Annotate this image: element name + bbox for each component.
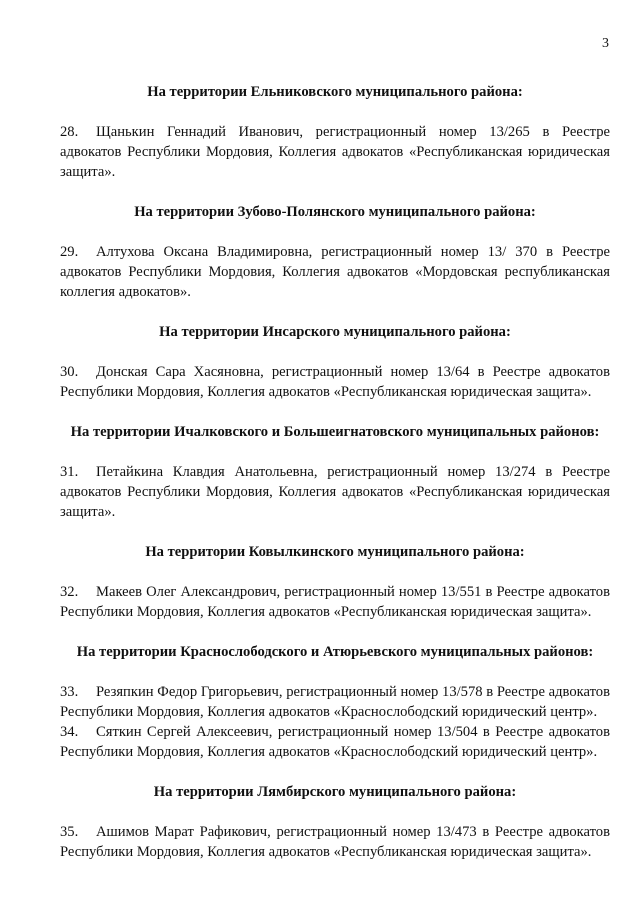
section-title: На территории Ичалковского и Большеигнатовского муниципальных районов: (70, 424, 600, 440)
section-title: На территории Зубово-Полянского муниципального района: (134, 204, 536, 220)
list-item (60, 462, 610, 522)
item-text: Алтухова Оксана Владимировна, регистрационный номер 13/ 370 в Реестре адвокатов Республики Мордовия, Коллегия адвокатов «Мордовская республиканская коллегия адвокатов». (60, 244, 610, 300)
item-number: 35. (60, 824, 79, 840)
list-item (60, 822, 610, 862)
item-text: Ашимов Марат Рафикович, регистрационный номер 13/473 в Реестре адвокатов Республики Мордовия, Коллегия адвокатов «Республиканская юридическая защита». (60, 824, 610, 860)
item-number: 32. (60, 584, 79, 600)
section-title: На территории Ельниковского муниципального района: (147, 84, 523, 100)
list-item (60, 582, 610, 622)
item-number: 28. (60, 124, 79, 140)
item-text: Макеев Олег Александрович, регистрационный номер 13/551 в Реестре адвокатов Республики Мордовия, Коллегия адвокатов «Республиканская юридическая защита». (60, 584, 610, 620)
section-title: На территории Ковылкинского муниципального района: (145, 544, 525, 560)
list-item (60, 722, 610, 762)
item-number: 34. (60, 724, 79, 740)
document-body (60, 83, 610, 862)
item-number: 29. (60, 244, 79, 260)
item-text: Сяткин Сергей Алексеевич, регистрационный номер 13/504 в Реестре адвокатов Республики Мордовия, Коллегия адвокатов «Краснослободский юридический центр». (60, 724, 610, 760)
item-text: Донская Сара Хасяновна, регистрационный номер 13/64 в Реестре адвокатов Республики Мордовия, Коллегия адвокатов «Республиканская юридическая защита». (60, 364, 610, 400)
item-text: Резяпкин Федор Григорьевич, регистрационный номер 13/578 в Реестре адвокатов Республики Мордовия, Коллегия адвокатов «Краснослободский юридический центр». (60, 684, 610, 720)
item-number: 31. (60, 464, 79, 480)
section-title: На территории Краснослободского и Атюрьевского муниципальных районов: (76, 644, 594, 660)
item-number: 30. (60, 364, 79, 380)
item-text: Петайкина Клавдия Анатольевна, регистрационный номер 13/274 в Реестре адвокатов Республики Мордовия, Коллегия адвокатов «Республиканская юридическая защита». (60, 464, 610, 520)
list-item (60, 242, 610, 302)
list-item (60, 122, 610, 182)
section-title: На территории Лямбирского муниципального района: (153, 784, 517, 800)
list-item (60, 682, 610, 722)
item-text: Щанькин Геннадий Иванович, регистрационный номер 13/265 в Реестре адвокатов Республики Мордовия, Коллегия адвокатов «Республиканская юридическая защита». (60, 124, 610, 180)
list-item (60, 362, 610, 402)
page-number: 3 (602, 36, 609, 51)
section-title: На территории Инсарского муниципального района: (159, 324, 511, 340)
item-number: 33. (60, 684, 79, 700)
